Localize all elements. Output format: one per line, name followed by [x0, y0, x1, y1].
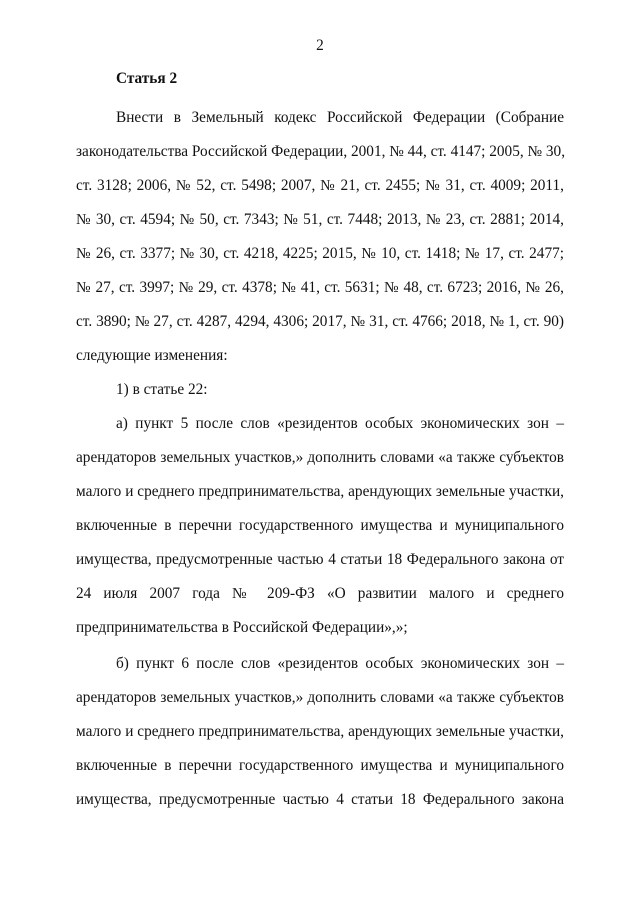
text-line: Внести в Земельный кодекс Российской Федерации (Собрание — [116, 109, 564, 126]
text-line: малого и среднего предпринимательства, арендующих земельные участки, — [76, 483, 564, 500]
text-line: включенные в перечни государственного имущества и муниципального — [76, 517, 564, 534]
text-line: следующие изменения: — [76, 347, 228, 364]
article-heading: Статья 2 — [116, 70, 178, 87]
text-line: малого и среднего предпринимательства, арендующих земельные участки, — [76, 723, 564, 740]
text-line: ст. 3890; № 27, ст. 4287, 4294, 4306; 2017, № 31, ст. 4766; 2018, № 1, ст. 90) — [76, 313, 564, 330]
text-line: имущества, предусмотренные частью 4 статьи 18 Федерального закона от — [76, 551, 564, 568]
text-line: а) пункт 5 после слов «резидентов особых экономических зон – — [116, 415, 564, 432]
text-line: арендаторов земельных участков,» дополнить словами «а также субъектов — [76, 449, 564, 466]
text-line: № 26, ст. 3377; № 30, ст. 4218, 4225; 2015, № 10, ст. 1418; № 17, ст. 2477; — [76, 245, 564, 262]
text-line: законодательства Российской Федерации, 2001, № 44, ст. 4147; 2005, № 30, — [76, 143, 566, 160]
text-line: имущества, предусмотренные частью 4 статьи 18 Федерального закона — [76, 791, 564, 808]
text-line: № 30, ст. 4594; № 50, ст. 7343; № 51, ст. 7448; 2013, № 23, ст. 2881; 2014, — [76, 211, 564, 228]
text-line: арендаторов земельных участков,» дополнить словами «а также субъектов — [76, 689, 564, 706]
text-line: № 27, ст. 3997; № 29, ст. 4378; № 41, ст. 5631; № 48, ст. 6723; 2016, № 26, — [76, 279, 564, 296]
page-number: 2 — [316, 37, 324, 54]
text-line: включенные в перечни государственного имущества и муниципального — [76, 757, 564, 774]
text-line: 24 июля 2007 года № 209-ФЗ «О развитии малого и среднего — [76, 585, 564, 602]
text-line: б) пункт 6 после слов «резидентов особых экономических зон – — [116, 655, 564, 672]
text-line: предпринимательства в Российской Федерации»,»; — [76, 619, 408, 636]
text-line: 1) в статье 22: — [116, 381, 208, 398]
text-line: ст. 3128; 2006, № 52, ст. 5498; 2007, № 21, ст. 2455; № 31, ст. 4009; 2011, — [76, 177, 564, 194]
